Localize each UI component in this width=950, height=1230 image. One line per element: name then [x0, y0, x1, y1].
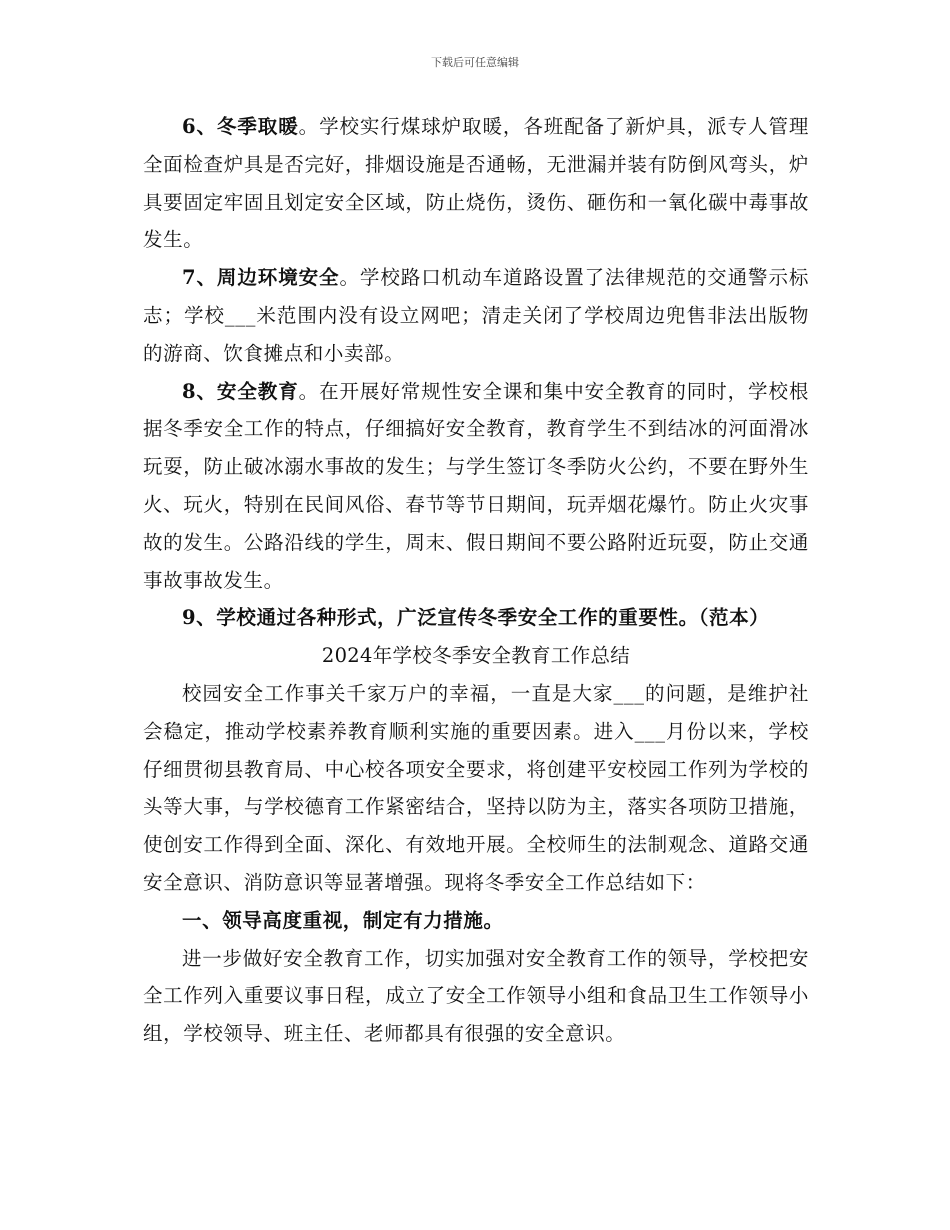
document-body: [143, 108, 809, 1053]
paragraph-text: 。在开展好常规性安全课和集中安全教育的同时，学校根据冬季安全工作的特点，仔细搞好安全教育，教育学生不到结冰的河面滑冰玩耍，防止破冰溺水事故的发生；与学生签订冬季防火公约，不要在野外生火、玩火，特别在民间风俗、春节等节日期间，玩弄烟花爆竹。防止火灾事故的发生。公路沿线的学生，周末、假日期间不要公路附近玩耍，防止交通事故事故发生。: [143, 379, 809, 592]
paragraph-heating: [143, 108, 809, 259]
paragraph-lead: 8、安全教育: [182, 379, 299, 403]
paragraph-publicity: 9、学校通过各种形式，广泛宣传冬季安全工作的重要性。（范本）: [182, 606, 770, 630]
paragraph-text: 。学校实行煤球炉取暖，各班配备了新炉具，派专人管理全面检查炉具是否完好，排烟设施是否通畅，无泄漏并装有防倒风弯头，炉具要固定牢固且划定安全区域，防止烧伤，烫伤、砸伤和一氧化碳中毒事故发生。: [143, 115, 809, 252]
paragraph-surroundings: [143, 259, 809, 372]
paragraph-lead: 6、冬季取暖: [182, 115, 299, 138]
paragraph-intro: 校园安全工作事关千家万户的幸福，一直是大家___的问题，是维护社会稳定，推动学校素养教育顺利实施的重要因素。进入___月份以来，学校仔细贯彻县教育局、中心校各项安全要求，将创建平安校园工作列为学校的头等大事，与学校德育工作紧密结合，坚持以防为主，落实各项防卫措施，使创安工作得到全面、深化、有效地开展。全校师生的法制观念、道路交通安全意识、消防意识等显著增强。现将冬季安全工作总结如下：: [143, 681, 809, 894]
page-header: 下载后可任意编辑: [431, 56, 519, 69]
section-heading-1: 一、领导高度重视，制定有力措施。: [182, 908, 504, 932]
paragraph-lead: 7、周边环境安全: [182, 266, 340, 290]
document-title: 2024年学校冬季安全教育工作总结: [321, 644, 631, 668]
paragraph-education: [143, 373, 809, 600]
paragraph-text: 。学校路口机动车道路设置了法律规范的交通警示标志；学校___米范围内没有设立网吧；清走关闭了学校周边兜售非法出版物的游商、饮食摊点和小卖部。: [143, 266, 809, 365]
paragraph-section-1: 进一步做好安全教育工作，切实加强对安全教育工作的领导，学校把安全工作列入重要议事日程，成立了安全工作领导小组和食品卫生工作领导小组，学校领导、班主任、老师都具有很强的安全意识。: [143, 946, 809, 1046]
